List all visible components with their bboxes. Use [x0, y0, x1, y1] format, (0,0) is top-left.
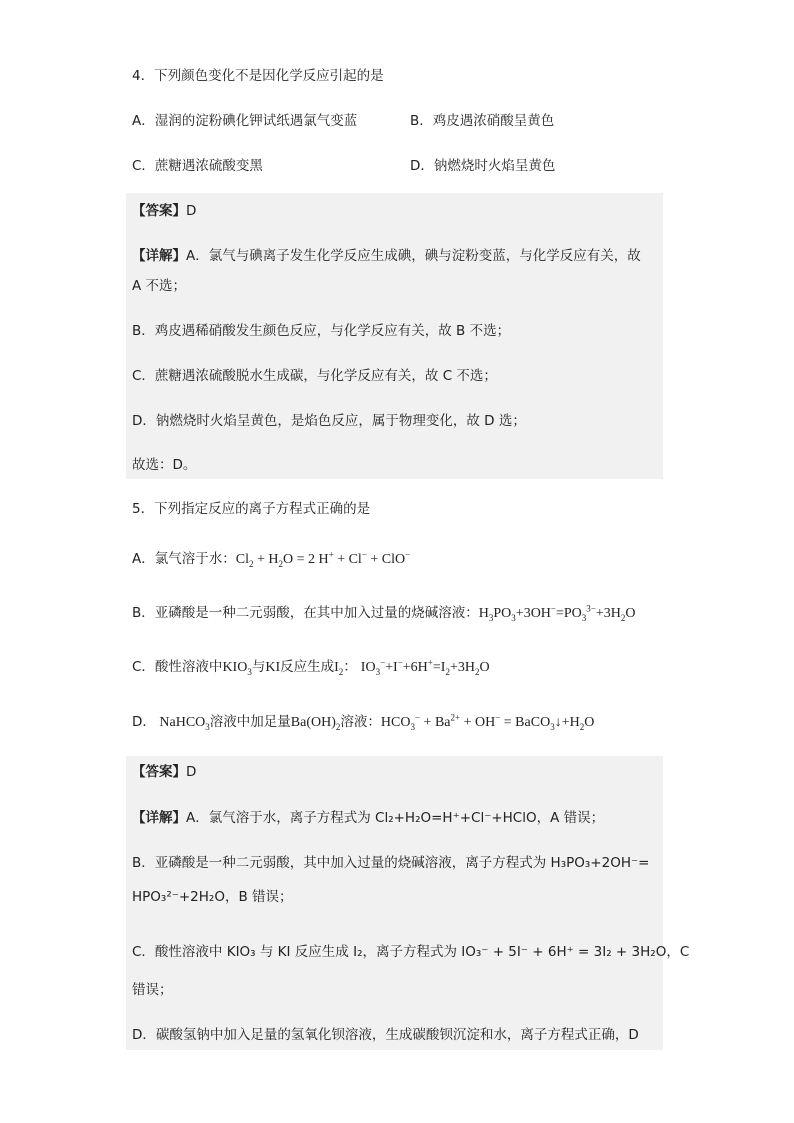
q4-option-d: D．钠燃烧时火焰呈黄色 [410, 158, 556, 174]
q4-detail-a [132, 246, 641, 266]
q4-conclusion: 故选：D。 [132, 457, 197, 473]
q5-option-b [132, 603, 636, 624]
q5-detail-b-cont: HPO₃²⁻+2H₂O，B 错误； [132, 889, 293, 905]
option-d-mid2: 溶液： [340, 714, 381, 730]
q4-option-a: A．湿润的淀粉碘化钾试纸遇氯气变蓝 [132, 113, 358, 129]
q5-option-d [132, 712, 594, 733]
answer-label: 【答案】 [132, 203, 186, 219]
q5-detail-a [132, 808, 604, 828]
option-c-produce: 反应生成 [280, 659, 335, 675]
q4-stem: 4．下列颜色变化不是因化学反应引起的是 [132, 68, 384, 84]
q4-detail-d: D．钠燃烧时火焰呈黄色，是焰色反应，属于物理变化，故 D 选； [132, 413, 526, 429]
option-b-formula: $H_3PO_3+3OH^-=PO_3^{3-}+3H_2O$ [478, 603, 636, 623]
option-a-formula: $Cl_2 + H_2O = 2$ H+ + Cl− + ClO− [235, 549, 411, 569]
option-d-mid: 溶液中加足量 [209, 714, 291, 730]
q5-option-c [132, 657, 490, 678]
q5-stem: 5．下列指定反应的离子方程式正确的是 [132, 501, 371, 517]
answer-label: 【答案】 [132, 764, 186, 780]
kio3-formula: $KIO_3$ [222, 660, 252, 677]
option-c-text: C．酸性溶液中 [132, 659, 223, 675]
ki-formula: KI [265, 660, 281, 675]
q5-detail-c-cont: 错误； [132, 982, 173, 998]
q5-detail-b: B．亚磷酸是一种二元弱酸，其中加入过量的烧碱溶液，离子方程式为 H₃PO₃+2OH⁻= [132, 855, 650, 871]
answer-value: D [186, 764, 197, 780]
detail-text: A．氯气与碘离子发生化学反应生成碘，碘与淀粉变蓝，与化学反应有关，故 [186, 248, 641, 264]
answer-value: D [186, 203, 197, 219]
option-d-text: D． [132, 714, 156, 730]
q5-option-a [132, 549, 410, 570]
option-d-formula: $HCO_3^- + Ba^{2+} + OH^-$ = $BaCO_3↓+H_2O$ [380, 712, 595, 732]
detail-label: 【详解】 [132, 810, 186, 826]
detail-text: A．氯气溶于水，离子方程式为 Cl₂+H₂O=H⁺+Cl⁻+HClO，A 错误； [186, 810, 605, 826]
option-c-with: 与 [251, 659, 266, 675]
q4-answer [132, 201, 196, 221]
q4-detail-c: C．蔗糖遇浓硫酸脱水生成碳，与化学反应有关，故 C 不选； [132, 368, 497, 384]
q4-option-c: C．蔗糖遇浓硫酸变黑 [132, 158, 263, 174]
option-a-text: A．氯气溶于水： [132, 551, 236, 567]
q5-detail-d: D．碳酸氢钠中加入足量的氢氧化钡溶液，生成碳酸钡沉淀和水，离子方程式正确，D [132, 1027, 639, 1043]
q4-detail-b: B．鸡皮遇稀硝酸发生颜色反应，与化学反应有关，故 B 不选； [132, 323, 511, 339]
baoh2-formula: $Ba(OH)_2$ [290, 715, 341, 732]
q5-detail-c: C．酸性溶液中 KIO₃ 与 KI 反应生成 I₂，离子方程式为 IO₃⁻ + 5I⁻ + 6H⁺ = 3I₂ + 3H₂O，C [132, 944, 690, 960]
detail-label: 【详解】 [132, 248, 186, 264]
q4-option-b: B．鸡皮遇浓硝酸呈黄色 [410, 113, 555, 129]
option-b-text: B．亚磷酸是一种二元弱酸，在其中加入过量的烧碱溶液： [132, 605, 479, 621]
q5-answer [132, 762, 196, 782]
nahco3-formula: NaHCO$_3$ [155, 715, 210, 732]
option-c-formula: $I_2$： $IO_3^-+I^-+6H^+=I_2+3H_2O$ [334, 657, 490, 677]
q4-detail-a-cont: A 不选； [132, 278, 187, 294]
